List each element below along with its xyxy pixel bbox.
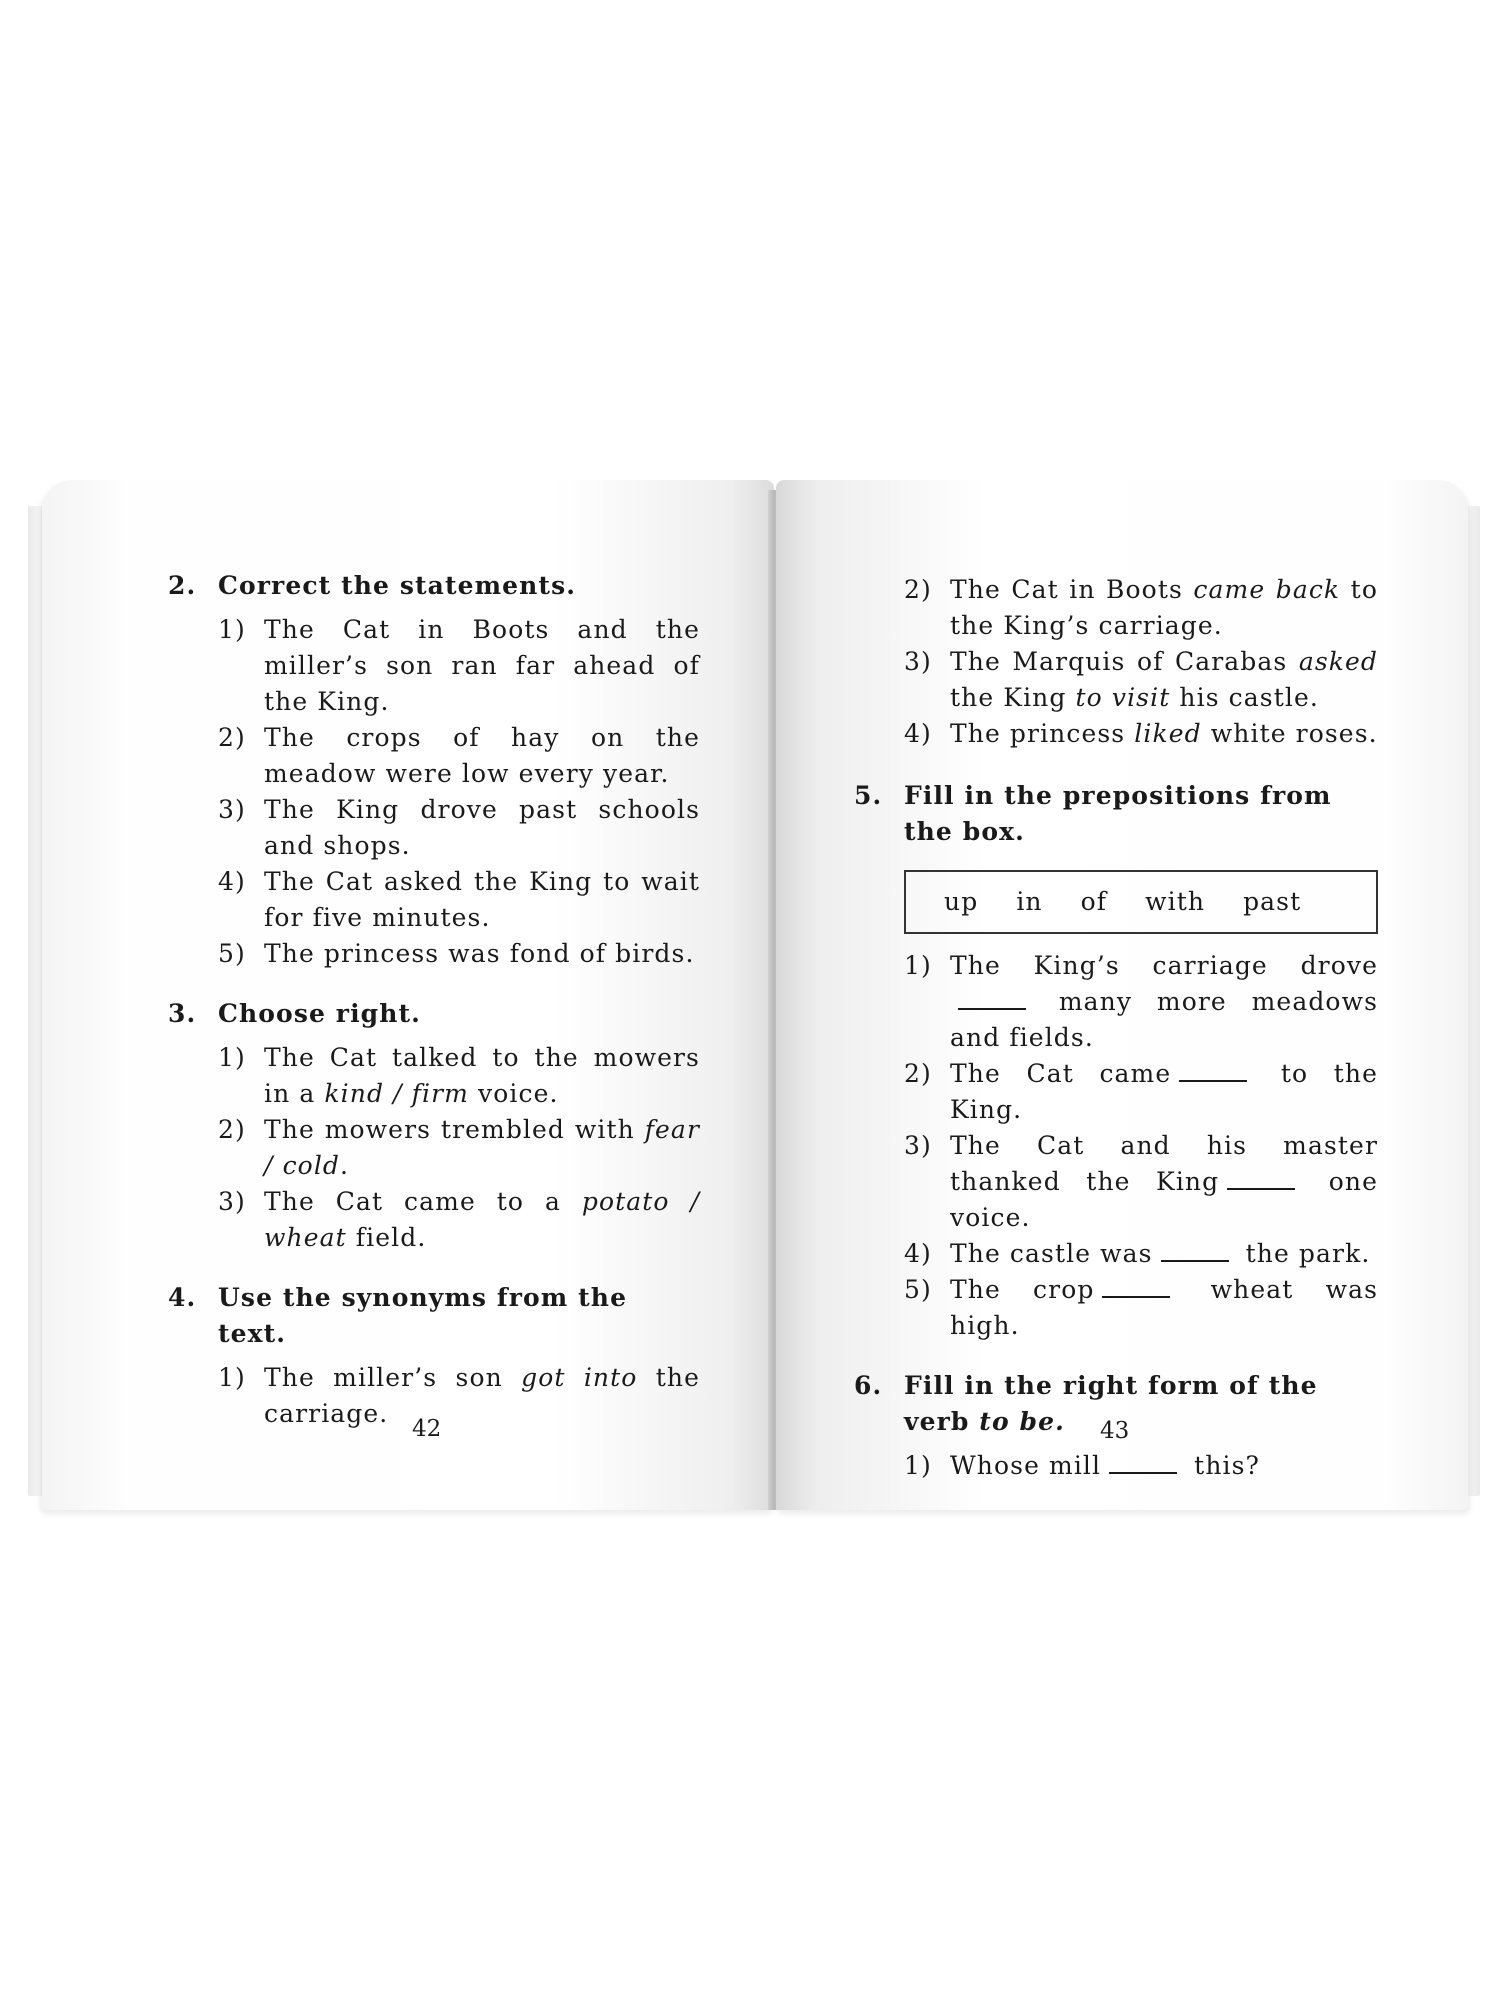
list-item (218, 720, 700, 792)
item-number: 2) (904, 575, 932, 604)
list-item (218, 936, 700, 972)
item-text: The princess liked white roses. (950, 719, 1378, 748)
item-number: 4) (218, 867, 246, 896)
item-number: 4) (904, 1239, 932, 1268)
list-item (218, 1112, 700, 1184)
exercise-4-continued (904, 572, 1378, 752)
answer-blank (1179, 1058, 1247, 1082)
item-text: The Cat in Boots and the miller’s son ran far ahead of the King. (264, 615, 700, 716)
item-number: 3) (218, 795, 246, 824)
list-item (904, 948, 1378, 1056)
right-page (776, 480, 1468, 1510)
list-item (218, 792, 700, 864)
item-text: The mowers trembled with fear / cold. (264, 1115, 700, 1180)
exercise-4 (168, 1280, 700, 1432)
item-text: The Cat came to the King. (950, 1059, 1379, 1124)
item-text: The Cat talked to the mowers in a kind / firm voice. (264, 1043, 700, 1108)
answer-blank (1109, 1450, 1177, 1474)
list-item (218, 1040, 700, 1112)
exercise-2 (168, 568, 700, 972)
page-number-text: 42 (412, 1416, 442, 1442)
left-page (42, 480, 774, 1510)
item-text: The King drove past schools and shops. (264, 795, 700, 860)
exercise-title: Use the synonyms from the text. (218, 1283, 628, 1348)
item-text: The Cat in Boots came back to the King’s carriage. (950, 575, 1378, 640)
item-text: The Cat and his master thanked the King one voice. (950, 1131, 1378, 1232)
list-item (218, 864, 700, 936)
answer-blank (958, 986, 1026, 1010)
item-number: 5) (904, 1275, 932, 1304)
item-number: 2) (218, 1115, 246, 1144)
item-number: 1) (904, 1451, 932, 1480)
box-word: with (1145, 887, 1206, 916)
item-text: The crops of hay on the meadow were low every year. (264, 723, 700, 788)
item-number: 3) (904, 647, 932, 676)
item-number: 3) (218, 1187, 246, 1216)
exercise-title: Fill in the right form of the verb to be. (904, 1371, 1318, 1436)
item-text: The castle was the park. (950, 1239, 1371, 1268)
exercise-number: 2. (168, 571, 197, 600)
item-number: 5) (218, 939, 246, 968)
word-box (904, 870, 1378, 934)
list-item (904, 1128, 1378, 1236)
box-word: up (944, 887, 979, 916)
item-text: The Cat came to a potato / wheat field. (264, 1187, 700, 1252)
item-number: 1) (218, 1363, 246, 1392)
answer-blank (1227, 1166, 1295, 1190)
exercise-3 (168, 996, 700, 1256)
left-page-content (168, 568, 700, 1456)
item-number: 2) (218, 723, 246, 752)
answer-blank (1161, 1238, 1229, 1262)
exercise-title: Choose right. (218, 999, 421, 1028)
list-item (904, 716, 1378, 752)
list-item (218, 612, 700, 720)
item-number: 3) (904, 1131, 932, 1160)
list-item (904, 644, 1378, 716)
item-number: 4) (904, 719, 932, 748)
exercise-title: Fill in the prepositions from the box. (904, 781, 1332, 846)
open-book (28, 480, 1480, 1520)
item-text: The Cat asked the King to wait for five minutes. (264, 867, 700, 932)
item-number: 1) (218, 1043, 246, 1072)
box-word: past (1243, 887, 1302, 916)
list-item (904, 1448, 1378, 1484)
list-item (904, 1236, 1378, 1272)
exercise-number: 5. (854, 781, 883, 810)
item-text: The Marquis of Carabas asked the King to visit his castle. (950, 647, 1378, 712)
answer-blank (1102, 1274, 1170, 1298)
item-text: The crop wheat was high. (950, 1275, 1379, 1340)
list-item (904, 572, 1378, 644)
list-item (904, 1272, 1378, 1344)
item-number: 2) (904, 1059, 932, 1088)
exercise-number: 6. (854, 1371, 883, 1400)
page-number-text: 43 (1100, 1418, 1130, 1444)
exercise-number: 3. (168, 999, 197, 1028)
list-item (904, 1056, 1378, 1128)
exercise-number: 4. (168, 1283, 197, 1312)
box-word: of (1080, 887, 1108, 916)
item-text: The miller’s son got into the carriage. (264, 1363, 700, 1428)
item-text: The King’s carriage drove many more meadows and fields. (950, 951, 1379, 1052)
item-text: Whose mill this? (950, 1451, 1261, 1480)
item-number: 1) (904, 951, 932, 980)
right-page-content (854, 572, 1378, 1508)
exercise-5 (854, 778, 1378, 1344)
item-text: The princess was fond of birds. (264, 939, 695, 968)
item-number: 1) (218, 615, 246, 644)
box-word: in (1016, 887, 1043, 916)
exercise-title: Correct the statements. (218, 571, 577, 600)
list-item (218, 1360, 700, 1432)
list-item (218, 1184, 700, 1256)
